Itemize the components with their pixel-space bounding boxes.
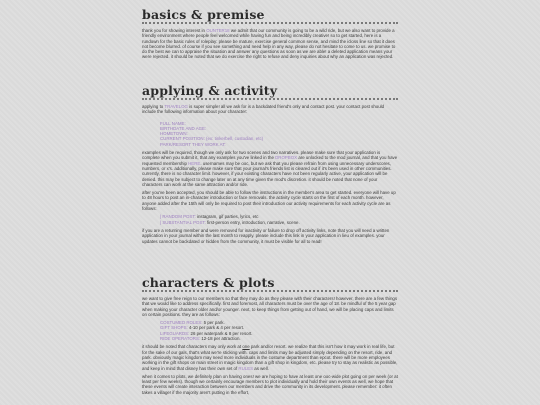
travelog-link[interactable]: TRAVELOG bbox=[164, 104, 188, 109]
requirement-item: | SUBSTANTIAL POST: first-person entry, introduction, narrative, scene. bbox=[160, 219, 300, 225]
basics-paragraph: thank you for showing interest in OUNTER18 we admit that our community is going to be a wild ride, but we also want to provide a friendly environment where people feel welcomed while having fun and being incredibly creative! so to get started, here is a rundown for the basic rules of roleplay: please be mature, exercise general common sense, and mind the icloss line so that it does not become blurred. of course if you see something and need help in any way, please do not hesitate to come to us. we promise to do the best we can to appraise the situation and answer any questions as soon as we are able! a deleted application means your were rejected. it should be noted that we do exercise the right to refuse and deny inquiries about why an application was rejected. bbox=[142, 28, 396, 60]
applying-heading: applying & activity bbox=[142, 84, 398, 100]
characters-paragraph-2: it should be noted that characters may only work at one park and/or resort. we realize that this isn't how it may work in real life, but for the sake of our gals, that's what we're sticking with. caps and limits may be adjusted simply depending on the resort, ride, and park. obviously magic kingdom may need more individuals in the costume department than epcot. there will be more employees working in the gift shops on main street in magic kingdom than a gift shop in kingdom, etc. please try to stay as realistic as possible, and keep in mind that disney has their own set of RULES as well. bbox=[142, 344, 398, 371]
dropbox-link[interactable]: DROPBOX bbox=[275, 155, 298, 161]
community-link[interactable]: OUNTER18 bbox=[206, 28, 230, 33]
rules-link[interactable]: RULES bbox=[238, 365, 254, 371]
contact-fields-list bbox=[160, 121, 398, 147]
contact-field: PARK/RESORT THEY WORK AT: bbox=[160, 141, 226, 147]
basics-section bbox=[142, 8, 398, 63]
membership-link[interactable]: HERE bbox=[188, 160, 201, 166]
applying-paragraph-4: if you are a returning member and were removed for inactivity or failure to drop off activity links, note that you will need a written application in your journal within the last month to reapply. please include this link in your application in lieu of examples. your updates cannot be backdated or hidden from the community, it must be visible for all to read! bbox=[142, 227, 390, 244]
contact-field: BIRTHDATE AND AGE: bbox=[160, 125, 207, 131]
characters-heading: characters & plots bbox=[142, 276, 398, 292]
contact-field: FULL NAME: bbox=[160, 120, 186, 126]
applying-paragraph-2: examples will be required, though we only ask for two scenes and two narratives. please make sure that your application is complete when you submit it, that any examples you've linked in the DROPBOX are unlocked to the mod journal, and that you have requested membership HERE. usernames may be ooc, but we ask that you please refrain from using unnecessary underscores, numbers, or x's. additionally, please make sure that your journal's friends list is cleared out if it's been used in other communities. currently, there is no character limit. however, if your existing characters have not been regularly active, your application will be denied. this may be subject to change later on at any time given the mod's discretion. it should be noted that none of your characters can work at the same attraction and/or ride. bbox=[142, 150, 398, 187]
applying-paragraph-3: after you've been accepted, you should be able to follow the instructions in the member's area to get started. everyone will have up to 48 hours to post an in-character introduction or face removals. the activity cycle starts on the first of each month. however, anyone added after the 15th will only be required to post their introduction our activity requirements for each activity cycle are as follows: bbox=[142, 190, 396, 212]
contact-field: HOMETOWN: bbox=[160, 131, 188, 137]
applying-paragraph-1: applying to TRAVELOG is super simple! all we ask for is a backdated friend's only and contact post. your contact post should include the following information about your character: bbox=[142, 104, 385, 115]
basics-heading: basics & premise bbox=[142, 8, 398, 24]
characters-section bbox=[142, 276, 398, 398]
position-caps-list bbox=[160, 320, 398, 341]
contact-field: CURRENT POSITION: (ex: tinkerbell, custodian, etc) bbox=[160, 136, 264, 142]
activity-requirements-list bbox=[160, 214, 398, 225]
requirement-item: | RANDOM POST: instagram, gif parties, lyrics, etc bbox=[160, 214, 259, 220]
cap-item: RIDE OPERATORS: 12-18 per attraction. bbox=[160, 336, 241, 342]
cap-item: LIFEGUARDS: 26 per waterpark & 8 per resort. bbox=[160, 330, 253, 336]
characters-paragraph-3: when it comes to plots, we definitely plan on having ones! we are hoping to have at least one ooc-wide plot going on per week (or at least per few weeks). though we certainly encourage members to plot individually and hold their own events as well, we hope that these events will create interaction between our members and drive the community in its development. please remember: it often takes a village! if the majority aren't putting in the effort, bbox=[142, 373, 398, 395]
cap-item: COSTUMED ROLES: 5 per park. bbox=[160, 320, 225, 326]
characters-paragraph-1: we want to give free reign to our members so that they may do as they please with their characters! however, there are a few things that we would like to address specifically. first and foremost, all characters must be over the age of 18. be mindful of the 5 year gap when making your character older and/or younger. next, to keep things from getting out of hand, we will be placing caps and limits on certain positions. they are as follows: bbox=[142, 296, 398, 317]
cap-item: GIFT SHOPS: 4-10 per park & 4 per resort. bbox=[160, 325, 245, 331]
applying-section bbox=[142, 84, 398, 247]
